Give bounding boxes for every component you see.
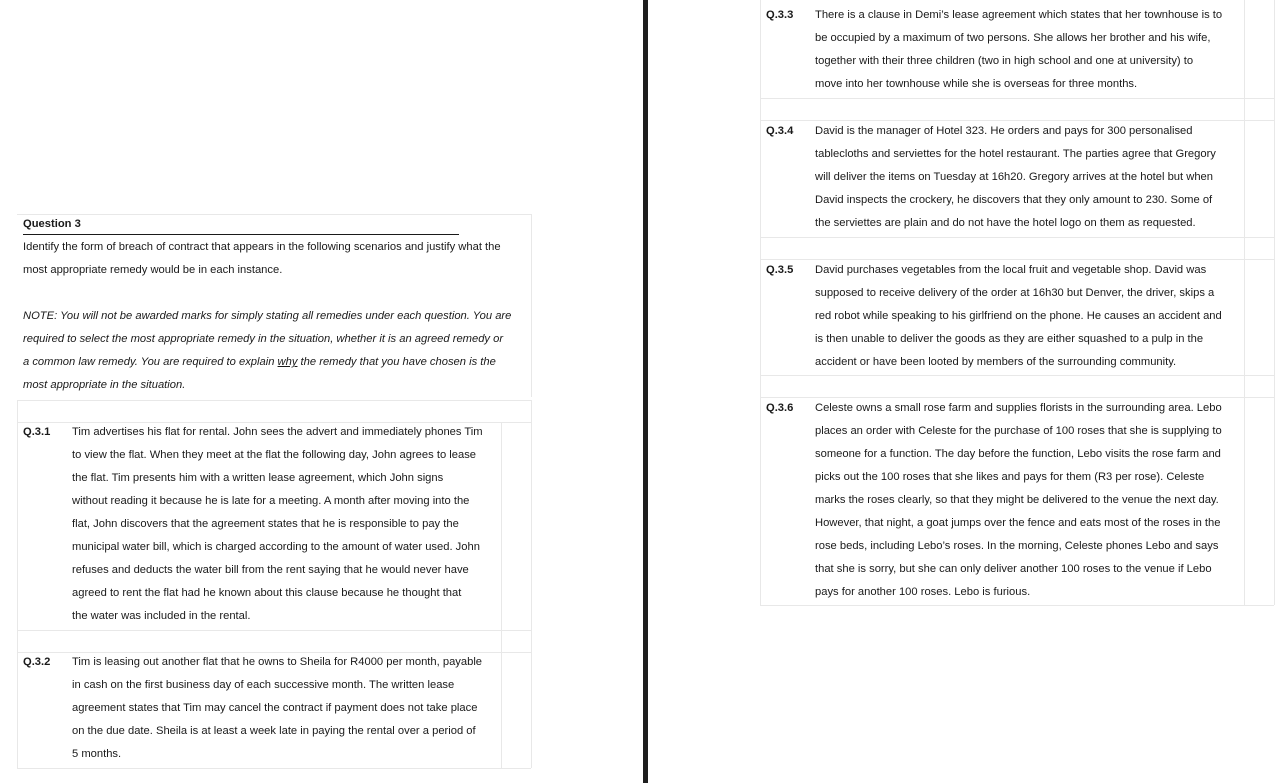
note-emphasis: why <box>277 356 298 368</box>
q33-line: There is a clause in Demi’s lease agreement which states that her townhouse is to <box>815 9 1223 21</box>
q32-line: 5 months. <box>72 748 122 760</box>
note-line <box>23 351 496 374</box>
q33-line: move into her townhouse while she is overseas for three months. <box>815 78 1138 90</box>
question-label-3-6: Q.3.6 <box>766 402 794 414</box>
question-label-3-2: Q.3.2 <box>23 656 51 668</box>
q35-line: accident or have been looted by members of the surrounding community. <box>815 356 1177 368</box>
table-rule <box>501 422 502 768</box>
q34-line: David is the manager of Hotel 323. He orders and pays for 300 personalised <box>815 125 1193 137</box>
q36-line: rose beds, including Lebo’s roses. In the morning, Celeste phones Lebo and says <box>815 540 1219 552</box>
q31-line: the water was included in the rental. <box>72 610 251 622</box>
q33-line: together with their three children (two in high school and one at university) to <box>815 55 1194 67</box>
q36-line: Celeste owns a small rose farm and supplies florists in the surrounding area. Lebo <box>815 402 1222 414</box>
q35-line: red robot while speaking to his girlfriend on the phone. He causes an accident and <box>815 310 1222 322</box>
q32-line: in cash on the first business day of each successive month. The written lease <box>72 679 455 691</box>
note-line: required to select the most appropriate remedy in the situation, whether it is an agreed remedy or <box>23 333 504 345</box>
table-rule <box>17 400 531 401</box>
note-text: the remedy that you have chosen is the <box>297 356 496 368</box>
q32-line: Tim is leasing out another flat that he owns to Sheila for R4000 per month, payable <box>72 656 483 668</box>
q34-line: David inspects the crockery, he discovers that they only amount to 230. Some of <box>815 194 1213 206</box>
question-label-3-5: Q.3.5 <box>766 264 794 276</box>
q35-line: is then unable to deliver the goods as they are either squashed to a pulp in the <box>815 333 1204 345</box>
q31-line: flat, John discovers that the agreement states that he is responsible to pay the <box>72 518 459 530</box>
q34-line: will deliver the items on Tuesday at 16h20. Gregory arrives at the hotel but when <box>815 171 1213 183</box>
q32-line: agreement states that Tim may cancel the contract if payment does not take place <box>72 702 478 714</box>
instruction-line: most appropriate remedy would be in each instance. <box>23 264 283 276</box>
q31-line: without reading it because he is late for a meeting. A month after moving into the <box>72 495 470 507</box>
note-text: a common law remedy. You are required to explain <box>23 356 278 368</box>
q36-line: marks the roses clearly, so that they might be delivered to the venue the next day. <box>815 494 1219 506</box>
table-rule <box>1274 0 1275 605</box>
table-rule <box>17 400 18 768</box>
q34-line: the serviettes are plain and do not have the hotel logo on them as requested. <box>815 217 1196 229</box>
q31-line: municipal water bill, which is charged according to the amount of water used. John <box>72 541 480 553</box>
q35-line: David purchases vegetables from the local fruit and vegetable shop. David was <box>815 264 1207 276</box>
q31-line: the flat. Tim presents him with a written lease agreement, which John signs <box>72 472 444 484</box>
q36-line: pays for another 100 roses. Lebo is furious. <box>815 586 1031 598</box>
question-3-heading: Question 3 <box>23 214 459 235</box>
table-rule <box>531 400 532 768</box>
q35-line: supposed to receive delivery of the order at 16h30 but Denver, the driver, skips a <box>815 287 1215 299</box>
note-line: NOTE: You will not be awarded marks for simply stating all remedies under each question. You are <box>23 310 512 322</box>
table-rule <box>760 237 1274 238</box>
table-rule <box>760 0 761 605</box>
q33-line: be occupied by a maximum of two persons. She allows her brother and his wife, <box>815 32 1211 44</box>
q31-line: to view the flat. When they meet at the flat the following day, John agrees to lease <box>72 449 477 461</box>
q31-line: agreed to rent the flat had he known about this clause because he thought that <box>72 587 462 599</box>
q36-line: picks out the 100 roses that she likes and pays for them (R3 per rose). Celeste <box>815 471 1205 483</box>
table-rule <box>1244 0 1245 605</box>
note-line: most appropriate in the situation. <box>23 379 186 391</box>
question-label-3-3: Q.3.3 <box>766 9 794 21</box>
table-rule <box>17 630 531 631</box>
table-rule <box>760 375 1274 376</box>
q34-line: tablecloths and serviettes for the hotel restaurant. The parties agree that Gregory <box>815 148 1216 160</box>
question-label-3-4: Q.3.4 <box>766 125 794 137</box>
q31-line: refuses and deducts the water bill from the rent saying that he would never have <box>72 564 469 576</box>
instruction-line: Identify the form of breach of contract that appears in the following scenarios and justify what the <box>23 241 501 253</box>
table-rule <box>760 605 1274 606</box>
table-rule <box>17 214 531 215</box>
q31-line: Tim advertises his flat for rental. John sees the advert and immediately phones Tim <box>72 426 483 438</box>
q36-line: someone for a function. The day before the function, Lebo visits the rose farm and <box>815 448 1221 460</box>
document-page-right <box>648 0 1279 783</box>
q32-line: on the due date. Sheila is at least a week late in paying the rental over a period of <box>72 725 476 737</box>
q36-line: places an order with Celeste for the purchase of 100 roses that she is supplying to <box>815 425 1222 437</box>
question-label-3-1: Q.3.1 <box>23 426 51 438</box>
q36-line: However, that night, a goat jumps over the fence and eats most of the roses in the <box>815 517 1221 529</box>
table-rule <box>760 98 1274 99</box>
q36-line: that she is sorry, but she can only deliver another 100 roses to the venue if Lebo <box>815 563 1212 575</box>
table-rule <box>17 768 531 769</box>
table-rule <box>531 214 532 397</box>
